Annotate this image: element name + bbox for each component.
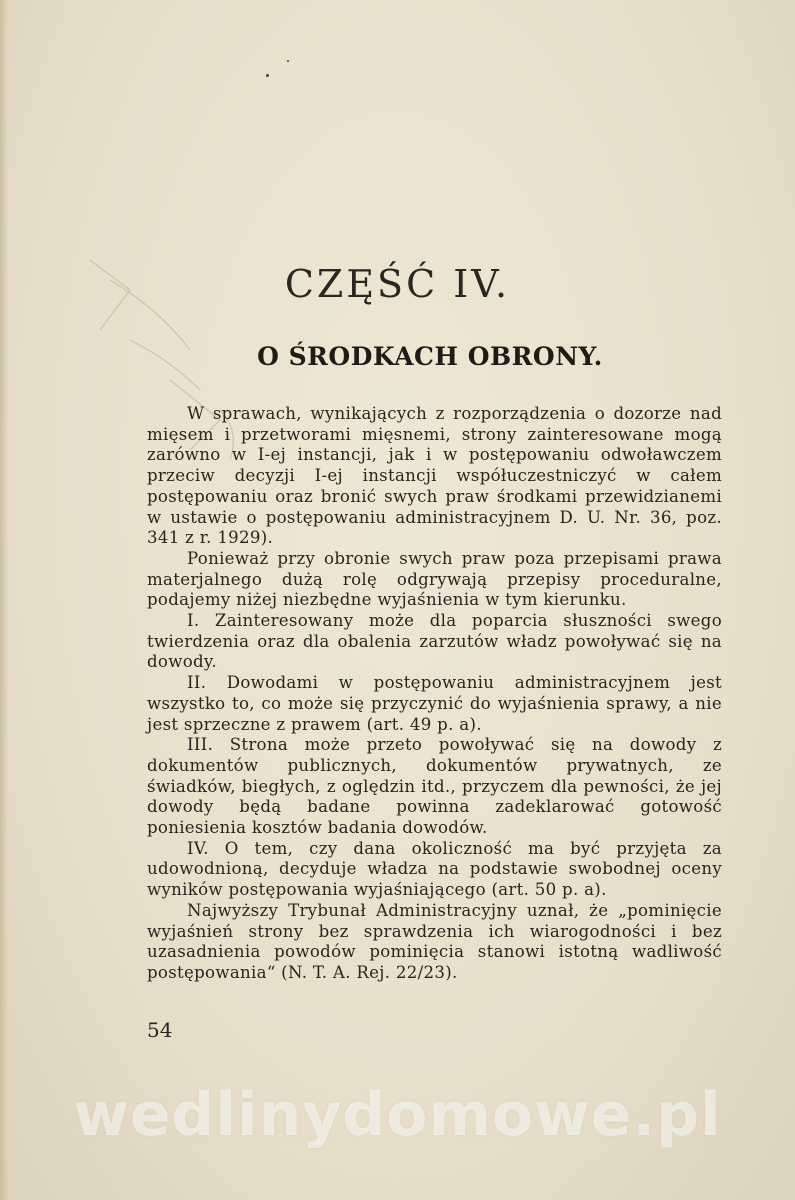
section-heading: O ŚRODKACH OBRONY. (257, 342, 603, 371)
paragraph-court-ruling: Najwyższy Trybunał Administracyjny uznał, że „pominięcie wyjaśnień strony bez sprawdzenia ich wiarogodności i bez uzasadnienia powodów pominięcia stanowi istotną wadliwość postępowania“ (N. T. A. Rej. 22/23). (147, 900, 722, 982)
paragraph-procedure: Ponieważ przy obronie swych praw poza przepisami prawa materjalnego dużą rolę odgrywają przepisy proceduralne, podajemy niżej niezbędne wyjaśnienia w tym kierunku. (147, 548, 722, 610)
page-number: 54 (147, 1018, 173, 1042)
paragraph-point-2: II. Dowodami w postępowaniu administracyjnem jest wszystko to, co może się przyczynić do wyjaśnienia sprawy, a nie jest sprzeczne z prawem (art. 49 p. a). (147, 673, 722, 734)
part-heading: CZĘŚĆ IV. (284, 262, 511, 306)
paragraph-point-4: IV. O tem, czy dana okoliczność ma być przyjęta za udowodnioną, decyduje władza na podstawie swobodnej oceny wyników postępowania wyjaśniającego (art. 50 p. a). (147, 838, 722, 900)
print-speck (287, 60, 289, 62)
paragraph-point-1: I. Zainteresowany może dla poparcia słuszności swego twierdzenia oraz dla obalenia zarzutów władz powoływać się na dowody. (147, 611, 722, 672)
body-text (147, 404, 722, 984)
page-edge-shadow (0, 0, 8, 1200)
paragraph-intro: W sprawach, wynikających z rozporządzenia o dozorze nad mięsem i przetworami mięsnemi, strony zainteresowane mogą zarówno w I-ej instancji, jak i w postępowaniu odwoławczem przeciw decyzji I-ej instancji współuczestniczyć w całem postępowaniu oraz bronić swych praw środkami przewidzianemi w ustawie o postępowaniu administracyjnem D. U. Nr. 36, poz. 341 z r. 1929). (147, 404, 722, 548)
watermark: wedlinydomowe.pl (73, 1080, 722, 1150)
paragraph-point-3: III. Strona może przeto powoływać się na dowody z dokumentów publicznych, dokumentów prywatnych, ze świadków, biegłych, z oględzin itd., przyczem dla pewności, że jej dowody będą badane powinna zadeklarować gotowość poniesienia kosztów badania dowodów. (147, 735, 722, 838)
print-speck (266, 74, 269, 77)
